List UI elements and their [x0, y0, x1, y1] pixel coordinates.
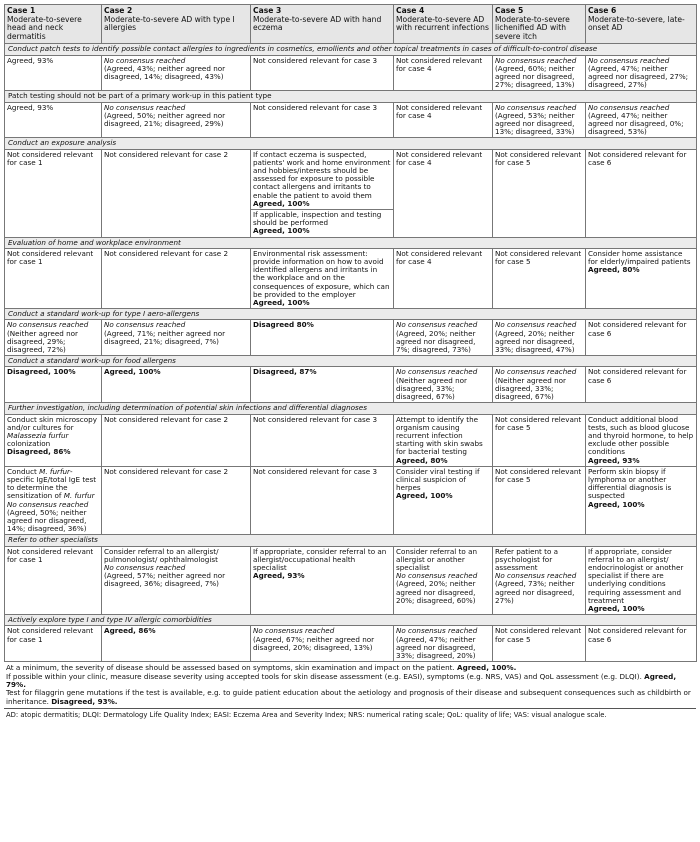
cell: Consider home assistance for elderly/impaired patients Agreed, 80%: [586, 248, 697, 308]
abbreviations: AD: atopic dermatitis; DLQI: Dermatology Life Quality Index; EASI: Eczema Area and Severity Index; NRS: numerical rating scale; QoL: quality of life; VAS: visual analogue scale.: [4, 708, 696, 719]
cell: Disagreed, 100%: [5, 367, 102, 403]
cell: No consensus reached (Agreed, 71%; neither agreed nor disagreed, 21%; disagreed, 7%): [102, 320, 251, 356]
header-case-6: Case 6 Moderate-to-severe, late-onset AD: [586, 5, 697, 44]
cell: Not considered relevant for case 3: [251, 102, 394, 138]
header-case-5: Case 5 Moderate-to-severe lichenified AD with severe itch: [493, 5, 586, 44]
cell: Environmental risk assessment: provide information on how to avoid identified allergens and irritants in the workplace and on the consequences of exposure, which can be provided to the employer Agreed, 100%: [251, 248, 394, 308]
cell: If contact eczema is suspected, patients' work and home environment and hobbies/interests should be assessed for exposure to possible contact allergens and irritants to enable the patient to avoid them Agreed, 100% If applicable, inspection and testing should be performed Agreed, 100%: [251, 149, 394, 237]
cell: Consider referral to an allergist or another specialist No consensus reached (Agreed, 20%; neither agreed nor disagreed, 20%; disagreed, 60%): [394, 546, 493, 615]
table-footnotes: [4, 664, 696, 706]
cell: No consensus reached (Neither agreed nor disagreed, 33%; disagreed, 67%): [493, 367, 586, 403]
section-patch-tests: Conduct patch tests to identify possible contact allergies to ingredients in cosmetics, emollients and other topical treatments in cases of difficult-to-control disease: [5, 44, 697, 55]
cell: No consensus reached (Agreed, 47%; neither agreed nor disagreed, 0%; disagreed, 53%): [586, 102, 697, 138]
cell: No consensus reached (Agreed, 67%; neither agreed nor disagreed, 20%; disagreed, 13%): [251, 626, 394, 662]
table-row: [5, 626, 697, 662]
cell: No consensus reached (Agreed, 20%; neither agreed nor disagreed, 33%; disagreed, 47%): [493, 320, 586, 356]
cell: Conduct M. furfur-specific IgE/total IgE test to determine the sensitization of M. furfur No consensus reached (Agreed, 50%; neither agreed nor disagreed, 14%; disagreed, 36%): [5, 466, 102, 535]
cell: If appropriate, consider referral to an allergist/occupational health specialist Agreed, 93%: [251, 546, 394, 615]
cell: Perform skin biopsy if lymphoma or another differential diagnosis is suspected Agreed, 100%: [586, 466, 697, 535]
header-case-1: Case 1 Moderate-to-severe head and neck dermatitis: [5, 5, 102, 44]
cell: Refer patient to a psychologist for assessment No consensus reached (Agreed, 73%; neither agreed nor disagreed, 27%): [493, 546, 586, 615]
cell: Conduct additional blood tests, such as blood glucose and thyroid hormone, to help exclude other possible conditions Agreed, 93%: [586, 414, 697, 466]
cell: Not considered relevant for case 4: [394, 248, 493, 308]
cell: Not considered relevant for case 4: [394, 102, 493, 138]
section-patch-primary: Patch testing should not be part of a primary work-up in this patient type: [5, 91, 697, 102]
cell: Not considered relevant for case 3: [251, 55, 394, 91]
cell: Agreed, 86%: [102, 626, 251, 662]
cell: No consensus reached (Neither agreed nor disagreed, 29%; disagreed, 72%): [5, 320, 102, 356]
cell: No consensus reached (Agreed, 50%; neither agreed nor disagreed, 21%; disagreed, 29%): [102, 102, 251, 138]
cell: No consensus reached (Agreed, 47%; neither agreed nor disagreed, 27%; disagreed, 27%): [586, 55, 697, 91]
consensus-table: [4, 4, 697, 662]
cell: Agreed, 100%: [102, 367, 251, 403]
cell: Not considered relevant for case 2: [102, 414, 251, 466]
consensus-table-page: [4, 4, 696, 719]
cell: Not considered relevant for case 2: [102, 149, 251, 237]
footnote-severity: At a minimum, the severity of disease should be assessed based on symptoms, skin examination and impact on the patient. Agreed, 100%.: [6, 663, 517, 673]
cell: No consensus reached (Agreed, 53%; neither agreed nor disagreed, 13%; disagreed, 33%): [493, 102, 586, 138]
table-row: [5, 55, 697, 91]
cell: No consensus reached (Neither agreed nor disagreed, 33%; disagreed, 67%): [394, 367, 493, 403]
table-row: [5, 149, 697, 237]
section-food-allergens: Conduct a standard work-up for food allergens: [5, 356, 697, 367]
cell: No consensus reached (Agreed, 43%; neither agreed nor disagreed, 14%; disagreed, 43%): [102, 55, 251, 91]
cell: No consensus reached (Agreed, 60%; neither agreed nor disagreed, 27%; disagreed, 13%): [493, 55, 586, 91]
footnote-tools: If possible within your clinic, measure disease severity using accepted tools for skin disease assessment (e.g. EASI), symptoms (e.g. NRS, VAS) and QoL assessment (e.g. DLQI). Agreed, 79%.: [6, 671, 677, 689]
table-row: [5, 102, 697, 138]
section-further-investigation: Further investigation, including determination of potential skin infections and differential diagnoses: [5, 403, 697, 414]
cell: Not considered relevant for case 3: [251, 466, 394, 535]
cell: Not considered relevant for case 6: [586, 149, 697, 237]
cell: Not considered relevant for case 4: [394, 149, 493, 237]
cell: Disagreed 80%: [251, 320, 394, 356]
header-case-2: Case 2 Moderate-to-severe AD with type I allergies: [102, 5, 251, 44]
cell: Not considered relevant for case 5: [493, 626, 586, 662]
cell: Not considered relevant for case 1: [5, 546, 102, 615]
cell: Not considered relevant for case 1: [5, 248, 102, 308]
cell: Not considered relevant for case 3: [251, 414, 394, 466]
cell: Not considered relevant for case 4: [394, 55, 493, 91]
footnote-filaggrin: Test for filaggrin gene mutations if the test is available, e.g. to guide patient education about the aetiology and prognosis of their disease and subsequent consequences such as childbirth or inheritance. Disagreed, 93%.: [6, 688, 691, 706]
table-row: [5, 367, 697, 403]
cell: Agreed, 93%: [5, 55, 102, 91]
cell: Not considered relevant for case 1: [5, 626, 102, 662]
cell: Not considered relevant for case 5: [493, 248, 586, 308]
cell: Agreed, 93%: [5, 102, 102, 138]
cell: No consensus reached (Agreed, 20%; neither agreed nor disagreed, 7%; disagreed, 73%): [394, 320, 493, 356]
cell: Consider viral testing if clinical suspicion of herpes Agreed, 100%: [394, 466, 493, 535]
section-exposure-analysis: Conduct an exposure analysis: [5, 138, 697, 149]
cell: If appropriate, consider referral to an allergist/ endocrinologist or another specialist if there are underlying conditions requiring assessment and treatment Agreed, 100%: [586, 546, 697, 615]
cell: Attempt to identify the organism causing recurrent infection starting with skin swabs for bacterial testing Agreed, 80%: [394, 414, 493, 466]
cell: Not considered relevant for case 5: [493, 466, 586, 535]
table-row: [5, 466, 697, 535]
header-case-4: Case 4 Moderate-to-severe AD with recurrent infections: [394, 5, 493, 44]
section-refer-specialists: Refer to other specialists: [5, 535, 697, 546]
cell: Not considered relevant for case 6: [586, 320, 697, 356]
cell: Not considered relevant for case 2: [102, 248, 251, 308]
table-row: [5, 546, 697, 615]
section-allergic-comorbidities: Actively explore type I and type IV allergic comorbidities: [5, 615, 697, 626]
section-aero-allergens: Conduct a standard work-up for type I aero-allergens: [5, 309, 697, 320]
cell: Consider referral to an allergist/ pulmonologist/ ophthalmologist No consensus reached (Agreed, 57%; neither agreed nor disagreed, 36%; disagreed, 7%): [102, 546, 251, 615]
cell: No consensus reached (Agreed, 47%; neither agreed nor disagreed, 33%; disagreed, 20%): [394, 626, 493, 662]
cell: Not considered relevant for case 2: [102, 466, 251, 535]
header-case-3: Case 3 Moderate-to-severe AD with hand eczema: [251, 5, 394, 44]
cell: Not considered relevant for case 5: [493, 414, 586, 466]
cell: Conduct skin microscopy and/or cultures for Malassezia furfur colonization Disagreed, 86%: [5, 414, 102, 466]
cell: Not considered relevant for case 5: [493, 149, 586, 237]
table-row: [5, 248, 697, 308]
cell: Not considered relevant for case 1: [5, 149, 102, 237]
cell: Not considered relevant for case 6: [586, 626, 697, 662]
cell: Not considered relevant for case 6: [586, 367, 697, 403]
table-row: [5, 414, 697, 466]
section-home-workplace: Evaluation of home and workplace environment: [5, 237, 697, 248]
cell: Disagreed, 87%: [251, 367, 394, 403]
table-row: [5, 320, 697, 356]
header-row: [5, 5, 697, 44]
